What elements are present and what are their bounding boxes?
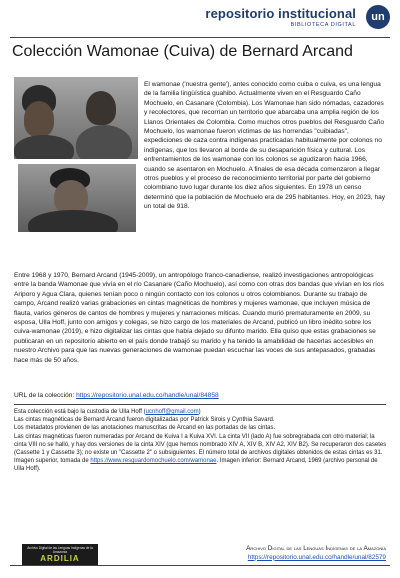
note-images xyxy=(14,457,388,473)
ardilia-logo-subtitle: Archivo Digital de las Lenguas Indígenas de la Amazonía xyxy=(27,546,93,554)
un-logo-icon: un xyxy=(366,5,390,29)
note-digitization: Las cintas magnéticas de Bernard Arcand fueron digitalizadas por Patrick Sirois y Cynthia Savard. xyxy=(14,417,275,424)
email-link[interactable]: ucnhoff@gmail.com xyxy=(145,409,199,415)
note-images-credit: . Imagen inferior: Bernard Arcand, 1969 (archivo personal de Ulla Hoff). xyxy=(14,458,378,473)
note-images-text: Imagen superior, tomada de xyxy=(14,458,91,465)
top-divider xyxy=(10,37,390,38)
collection-url-line xyxy=(14,391,388,400)
note-tapes: Las cintas magnéticas fueron numeradas por Arcand de Kuiva I a Kuiva XVI. La cinta VII (lado A) fue sobregrabada con otro material; la cinta VIII no se halló, y hay dos versiones de la cinta XIV (que hemos nombrado XIV A, XIV B, XIV A2, XIV B2). Se recuperaron dos casetes (Cassette 1 y Cassette 3); no existe un "Cassette 2" o subsiguientes. El número total de archivos digitales obtenidos de estas cintas es 31. xyxy=(14,433,387,457)
paragraph-arcand: Entre 1968 y 1970, Bernard Arcand (1945-2009), un antropólogo franco-canadiense, realizó investigaciones antropológicas entre la banda Wamonae que vivía en el río Casanare (Caño Mochuelo), así como con otras dos bandas que vivían en los ríos Ariporo y Agua Clara, quienes tenían poco o ningún contacto con los colonos u otros colombianos. Durante su trabajo de campo, Arcand realizó varias grabaciones en cintas magnéticas de hombres y mujeres wamonae, que incluyen música de flauta, varios géneros de cantos de hombres y mujeres y narraciones míticas. Cuando murió prematuramente en 2009, su esposa, Ulla Hoff, junto con amigos y colegas, se hizo cargo de los materiales de Arcand, publicó un libro inédito sobre los cuiva-wamonae (2019), e hizo digitalizar las cintas que había dejado su difunto marido. Ella quiso que estas grabaciones se publicaran en un repositorio abierto en el país donde trabajó su marido y ha tenido la amabilidad de hacerlas accesibles en nuestro Archivo para que las nuevas generaciones de wamonae puedan escuchar las voces de sus antepasados, grabadas hace más de 50 años. xyxy=(14,272,384,364)
ardilia-logo xyxy=(22,544,98,566)
note-custody xyxy=(14,408,388,416)
archive-name: Archivo Digital de las Lenguas Indígenas de la Amazonía xyxy=(246,545,386,552)
notes-divider xyxy=(14,404,386,405)
footer-text xyxy=(246,545,386,562)
brand-title: repositorio institucional xyxy=(205,6,356,21)
bottom-divider xyxy=(10,565,390,566)
ardilia-logo-name: ARDILIA xyxy=(40,554,80,563)
page-title: Colección Wamonae (Cuiva) de Bernard Arcand xyxy=(12,43,353,60)
archive-url-link[interactable]: https://repositorio.unal.edu.co/handle/unal/82579 xyxy=(247,553,386,561)
collection-url-link[interactable]: https://repositorio.unal.edu.co/handle/unal/84858 xyxy=(76,392,219,399)
notes-block xyxy=(14,408,388,474)
brand xyxy=(205,6,356,28)
note-custody-close: ) xyxy=(198,409,201,415)
header xyxy=(0,0,400,34)
note-metadata: Los metadatos provienen de las anotaciones manuscritas de Arcand en las portadas de las cintas. xyxy=(14,425,276,432)
paragraph-intro-text: El wamonae ('nuestra gente'), antes conocido como cuiba o cuiva, es una lengua de la familia lingüística guahibo. Actualmente viven en el Resguardo Caño Mochuelo, en Casanare (Colombia). Los Wamonae han sido nómadas, cazadores y recolectores, que recorrían un territorio que abarcaba una amplia región de los Llanos Orientales de Colombia. Como muchos otros pueblos del Resguardo Caño Mochuelo, los wamonae fueron víctimas de las horrendas "cuibiadas", expediciones de caza contra indígenas practicadas habitualmente por colonos no indígenas, que los llevaron al borde de su desaparición física y cultural. Los enfrentamientos de los wamonae con los colonos se agudizaron hacia 1966, cuando se asentaron en Mochuelo. A finales de esa década comenzaron a llegar otros pueblos y el proceso de reconocimiento territorial por parte del gobierno colombiano tuvo lugar durante los diez años siguientes. En 1978 un censo determinó que la población de Mochuelo era de 295 habitantes. Hoy, en 2023, hay un total de 918. xyxy=(144,81,386,211)
resguardo-link[interactable]: https://www.resguardomochuelo.com/wamonae xyxy=(90,458,217,465)
brand-subtitle: BIBLIOTECA DIGITAL xyxy=(290,22,356,28)
photo-spacer xyxy=(14,80,144,238)
paragraph-intro xyxy=(14,80,388,238)
note-custody-text: Esta colección está bajo la custodia de Ulla Hoff ( xyxy=(14,409,146,415)
url-label: URL de la colección: xyxy=(14,392,77,399)
